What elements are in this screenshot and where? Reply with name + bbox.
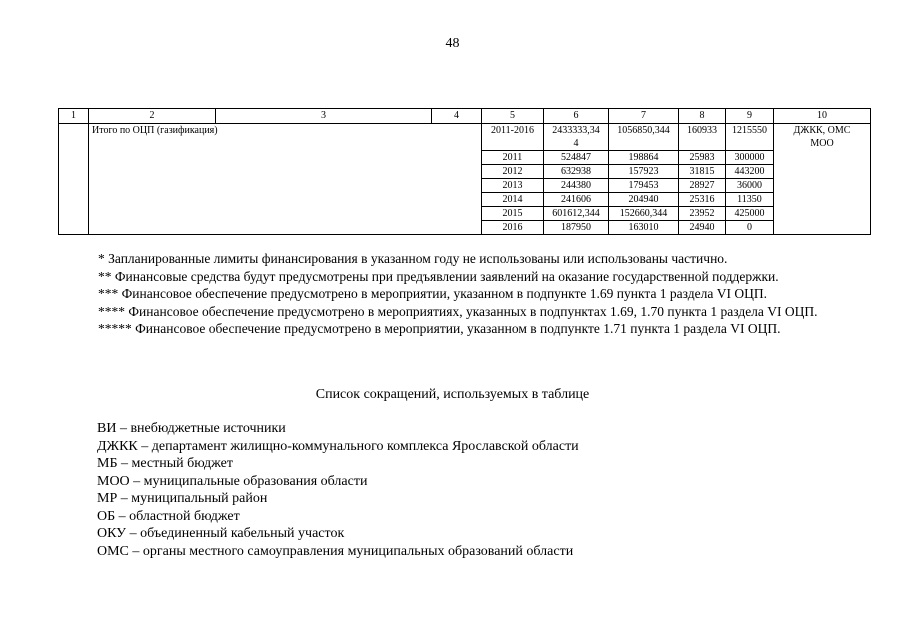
value-cell: 23952 [679, 207, 726, 221]
period-cell: 2011-2016 [482, 124, 544, 151]
abbreviation-item: МОО – муниципальные образования области [97, 473, 368, 489]
header-cell: 7 [609, 109, 679, 124]
header-cell: 3 [216, 109, 432, 124]
footnote: ** Финансовые средства будут предусмотрены при предъявлении заявлений на оказание государственной поддержки. [98, 268, 779, 284]
abbreviation-item: ОМС – органы местного самоуправления муниципальных образований области [97, 543, 574, 559]
value-cell: 31815 [679, 165, 726, 179]
footnote: **** Финансовое обеспечение предусмотрено в мероприятиях, указанных в подпунктах 1.69, 1.70 пункта 1 раздела VI ОЦП. [98, 303, 818, 319]
header-cell: 1 [59, 109, 89, 124]
footnote: * Запланированные лимиты финансирования в указанном году не использованы или использованы частично. [98, 251, 728, 266]
period-cell: 2015 [482, 207, 544, 221]
header-cell: 8 [679, 109, 726, 124]
period-cell: 2014 [482, 193, 544, 207]
page-number: 48 [445, 36, 460, 51]
value-cell: 632938 [544, 165, 609, 179]
value-cell: 163010 [609, 221, 679, 235]
value-cell [544, 124, 609, 151]
abbreviation-item: ДЖКК – департамент жилищно-коммунального комплекса Ярославской области [97, 438, 579, 454]
value-cell: 1215550 [726, 124, 774, 151]
value-cell: 300000 [726, 151, 774, 165]
value-cell: 25983 [679, 151, 726, 165]
value-cell: 198864 [609, 151, 679, 165]
value-cell: 28927 [679, 179, 726, 193]
abbreviations-list [97, 420, 579, 560]
abbreviation-item: ОКУ – объединенный кабельный участок [97, 526, 345, 541]
table-header-row [59, 109, 871, 124]
abbreviation-item: МБ – местный бюджет [97, 456, 233, 471]
value-cell: 0 [726, 221, 774, 235]
value-text-wrap: 4 [573, 138, 579, 149]
value-cell: 241606 [544, 193, 609, 207]
footnote: ***** Финансовое обеспечение предусмотрено в мероприятии, указанном в подпункте 1.71 пункта 1 раздела VI ОЦП. [98, 321, 781, 336]
header-cell: 2 [89, 109, 216, 124]
executor-text: ДЖКК, ОМС [793, 125, 851, 136]
header-cell: 5 [482, 109, 544, 124]
abbreviation-item: МР – муниципальный район [97, 491, 268, 506]
header-cell: 6 [544, 109, 609, 124]
footnote: *** Финансовое обеспечение предусмотрено в мероприятии, указанном в подпункте 1.69 пункта 1 раздела VI ОЦП. [98, 286, 767, 301]
total-label: Итого по ОЦП (газификация) [92, 125, 218, 136]
empty-cell [59, 124, 89, 235]
value-cell: 443200 [726, 165, 774, 179]
value-cell: 36000 [726, 179, 774, 193]
value-cell: 152660,344 [609, 207, 679, 221]
value-cell: 601612,344 [544, 207, 609, 221]
value-cell: 24940 [679, 221, 726, 235]
abbreviation-item: ВИ – внебюджетные источники [97, 421, 286, 436]
table-row [59, 124, 871, 151]
value-cell: 160933 [679, 124, 726, 151]
value-cell: 179453 [609, 179, 679, 193]
executor-text: МОО [810, 138, 834, 149]
value-cell: 204940 [609, 193, 679, 207]
period-cell: 2013 [482, 179, 544, 193]
value-cell: 244380 [544, 179, 609, 193]
value-cell: 524847 [544, 151, 609, 165]
value-text: 2433333,34 [552, 125, 600, 136]
header-cell: 4 [432, 109, 482, 124]
header-cell: 9 [726, 109, 774, 124]
header-cell: 10 [774, 109, 871, 124]
value-cell: 157923 [609, 165, 679, 179]
value-cell: 11350 [726, 193, 774, 207]
abbreviations-title: Список сокращений, используемых в таблице [315, 387, 590, 402]
period-cell: 2016 [482, 221, 544, 235]
financing-table [58, 108, 871, 235]
value-cell: 425000 [726, 207, 774, 221]
executor-cell [774, 124, 871, 235]
value-cell: 1056850,344 [609, 124, 679, 151]
period-cell: 2011 [482, 151, 544, 165]
period-cell: 2012 [482, 165, 544, 179]
value-cell: 25316 [679, 193, 726, 207]
total-label-cell [89, 124, 482, 235]
footnotes [62, 250, 858, 338]
value-cell: 187950 [544, 221, 609, 235]
abbreviation-item: ОБ – областной бюджет [97, 508, 240, 524]
